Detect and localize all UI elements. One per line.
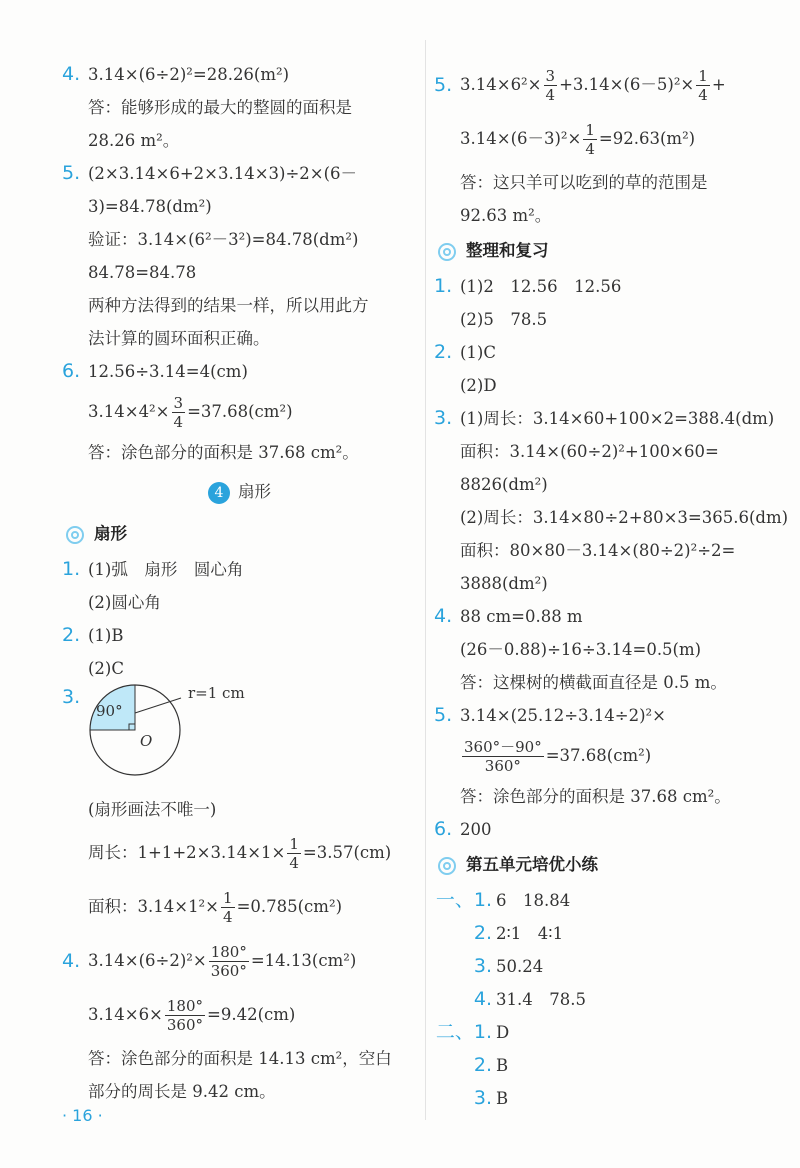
answer-text: 3.14×6²× [460,75,542,94]
sector-diagram [88,681,348,786]
answer-line [434,402,794,435]
answer-line [62,880,417,934]
chapter-title [62,469,417,515]
answer-text: =14.13(cm²) [250,951,357,970]
answer-text: =9.42(cm) [207,1005,296,1024]
answer-line [62,58,417,91]
answer-text: 2∶1 4∶1 [496,924,564,943]
page-number: · 16 · [62,1106,103,1125]
answer-line [434,567,794,600]
fraction-numerator: 1 [585,121,595,139]
answer-line [434,666,794,699]
fraction [544,67,558,104]
answer-line [62,91,417,124]
answer-text: 答：涂色部分的面积是 14.13 cm²，空白 [88,1049,392,1068]
answer-text: 12.56÷3.14=4(cm) [88,362,248,381]
fraction [583,121,597,158]
answer-line [62,256,417,289]
answer-line [434,732,794,780]
left-column [62,58,417,1108]
answer-text: (1)弧 扇形 圆心角 [88,560,244,579]
answer-text: 3.14×(6－3)²× [460,129,582,148]
column-divider [425,40,426,1120]
answer-text: =37.68(cm²) [187,402,293,421]
fraction-denominator: 360° [166,1016,204,1034]
answer-line [434,917,794,950]
answer-line [434,501,794,534]
question-number: 4. [62,63,81,85]
answer-text: 答：涂色部分的面积是 37.68 cm²。 [460,787,731,806]
answer-text: 3.14×(6÷2)²× [88,951,207,970]
fraction-numerator: 3 [545,67,556,85]
fraction-numerator: 1 [223,889,233,907]
question-number: 2. [473,1054,492,1076]
answer-text: 3.14×(6÷2)²=28.26(m²) [88,65,290,84]
answer-line [434,270,794,303]
question-number: 2. [473,922,492,944]
question-number: 5. [434,74,453,96]
answer-text: 扇形 [94,524,127,543]
fraction-numerator: 1 [289,835,299,853]
section-bullet-icon [438,857,456,875]
answer-line [62,124,417,157]
answer-text: D [496,1023,510,1042]
fraction-denominator: 4 [173,413,184,431]
fraction-denominator: 4 [289,854,299,872]
answer-text: 验证：3.14×(6²－3²)=84.78(dm²) [88,230,359,249]
question-number: 3. [434,407,453,429]
answer-text: (2×3.14×6+2×3.14×3)÷2×(6－ [88,164,358,183]
question-number: 5. [62,162,81,184]
answer-line [62,988,417,1042]
fraction-numerator: 180° [210,943,247,961]
answer-line [434,199,794,232]
answer-text: 8826(dm²) [460,475,548,494]
answer-line [434,633,794,666]
answer-text: (2)周长：3.14×80÷2+80×3=365.6(dm) [460,508,789,527]
section-bullet-icon [66,526,84,544]
answer-text: 3.14×6× [88,1005,163,1024]
answer-line [62,355,417,388]
answer-text: 50.24 [496,957,544,976]
answer-text: 200 [460,820,492,839]
answer-text: 周长：1+1+2×3.14×1× [88,843,286,862]
answer-text: 面积：3.14×(60÷2)²+100×60= [460,442,719,461]
answer-text: 面积：80×80－3.14×(80÷2)²÷2= [460,541,736,560]
radius-label: r=1 cm [188,684,245,702]
question-number: 4. [62,950,81,972]
answer-text: (2)D [460,376,497,395]
fraction [696,67,710,104]
answer-line [434,1016,794,1049]
answer-line [62,436,417,469]
answer-line [434,1049,794,1082]
question-number: 1. [434,275,453,297]
fraction-denominator: 360° [210,962,247,980]
fraction-numerator: 360°－90° [464,738,542,756]
answer-line [434,369,794,402]
answer-line [434,813,794,846]
question-number: 1. [62,558,81,580]
fraction [172,394,186,431]
answer-line [434,1082,794,1115]
answer-text: =3.57(cm) [302,843,392,862]
section-heading [62,515,417,553]
answer-text: 3888(dm²) [460,574,548,593]
angle-label: 90° [96,702,123,720]
answer-text: +3.14×(6－5)²× [559,75,695,94]
answer-text: 84.78=84.78 [88,263,197,282]
question-number: 5. [434,704,453,726]
answer-text: 6 18.84 [496,891,571,910]
answer-text: B [496,1056,509,1075]
answer-text: (1)B [88,626,124,645]
question-number: 6. [62,360,81,382]
answer-line [434,884,794,917]
fraction-numerator: 180° [166,997,204,1015]
answer-line [434,983,794,1016]
answer-text: =37.68(cm²) [545,746,652,765]
question-number: 一、1. [435,889,492,911]
answer-line [62,553,417,586]
answer-text: 法计算的圆环面积正确。 [88,329,270,348]
answer-text: 整理和复习 [466,241,549,260]
answer-text: 31.4 78.5 [496,990,586,1009]
answer-line [434,166,794,199]
answer-text: 88 cm=0.88 m [460,607,583,626]
answer-text: 92.63 m²。 [460,206,552,225]
answer-text: 答：涂色部分的面积是 37.68 cm²。 [88,443,359,462]
answer-line [62,190,417,223]
answer-line [62,289,417,322]
answer-line [434,699,794,732]
fraction [462,738,544,775]
answer-line [62,619,417,652]
answer-text: 3)=84.78(dm²) [88,197,212,216]
answer-text: (2)圆心角 [88,593,161,612]
fraction-denominator: 360° [484,757,521,775]
question-number: 4. [473,988,492,1010]
fraction-denominator: 4 [698,86,708,104]
answer-text: (1)周长：3.14×60+100×2=388.4(dm) [460,409,775,428]
answer-text: 扇形 [238,482,271,501]
answer-text: 28.26 m²。 [88,131,180,150]
fraction-denominator: 4 [223,908,233,926]
answer-line [434,435,794,468]
question-number: 3. [62,686,81,708]
question-number: 二、1. [435,1021,492,1043]
answer-text: =0.785(cm²) [236,897,342,916]
fraction-denominator: 4 [545,86,556,104]
answer-line [434,303,794,336]
answer-text: 答：能够形成的最大的整圆的面积是 [88,98,352,117]
fraction [221,889,235,926]
answer-text: (扇形画法不唯一) [88,800,217,819]
question-number: 3. [473,955,492,977]
answer-line [62,681,417,793]
answer-line [434,336,794,369]
circle-sector-figure [88,683,188,783]
fraction [287,835,301,872]
answer-line [434,780,794,813]
chapter-number-badge: 4 [208,482,230,504]
section-heading [434,232,794,270]
answer-text: 3.14×4²× [88,402,170,421]
fraction-denominator: 4 [585,140,595,158]
answer-text: (2)C [88,659,124,678]
question-number: 2. [62,624,81,646]
answer-line [62,793,417,826]
question-number: 6. [434,818,453,840]
answer-line [434,600,794,633]
answer-line [62,934,417,988]
answer-text: (1)2 12.56 12.56 [460,277,622,296]
answer-text: B [496,1089,509,1108]
answer-text: 部分的周长是 9.42 cm。 [88,1082,276,1101]
answer-text: =92.63(m²) [598,129,696,148]
answer-line [434,58,794,112]
answer-line [434,950,794,983]
question-number: 4. [434,605,453,627]
fraction-numerator: 3 [173,394,184,412]
section-heading [434,846,794,884]
section-bullet-icon [438,243,456,261]
fraction [209,943,249,980]
answer-text: 答：这棵树的横截面直径是 0.5 m。 [460,673,727,692]
answer-line [62,1075,417,1108]
answer-text: (26－0.88)÷16÷3.14=0.5(m) [460,640,702,659]
fraction [165,997,205,1034]
answer-line [62,322,417,355]
answer-text: 3.14×(25.12÷3.14÷2)²× [460,706,667,725]
fraction-numerator: 1 [698,67,708,85]
answer-line [62,826,417,880]
right-column [434,58,794,1115]
answer-text: + [711,75,726,94]
answer-text: 第五单元培优小练 [466,855,598,874]
answer-text: 面积：3.14×1²× [88,897,220,916]
answer-text: (2)5 78.5 [460,310,548,329]
question-number: 2. [434,341,453,363]
center-label: O [140,732,153,750]
answer-line [434,112,794,166]
answer-line [62,388,417,436]
question-number: 3. [473,1087,492,1109]
answer-line [434,468,794,501]
answer-line [62,223,417,256]
answer-text: (1)C [460,343,496,362]
answer-text: 答：这只羊可以吃到的草的范围是 [460,173,708,192]
answer-line [62,157,417,190]
answer-line [434,534,794,567]
answer-line [62,1042,417,1075]
answer-line [62,586,417,619]
answer-text: 两种方法得到的结果一样，所以用此方 [88,296,369,315]
